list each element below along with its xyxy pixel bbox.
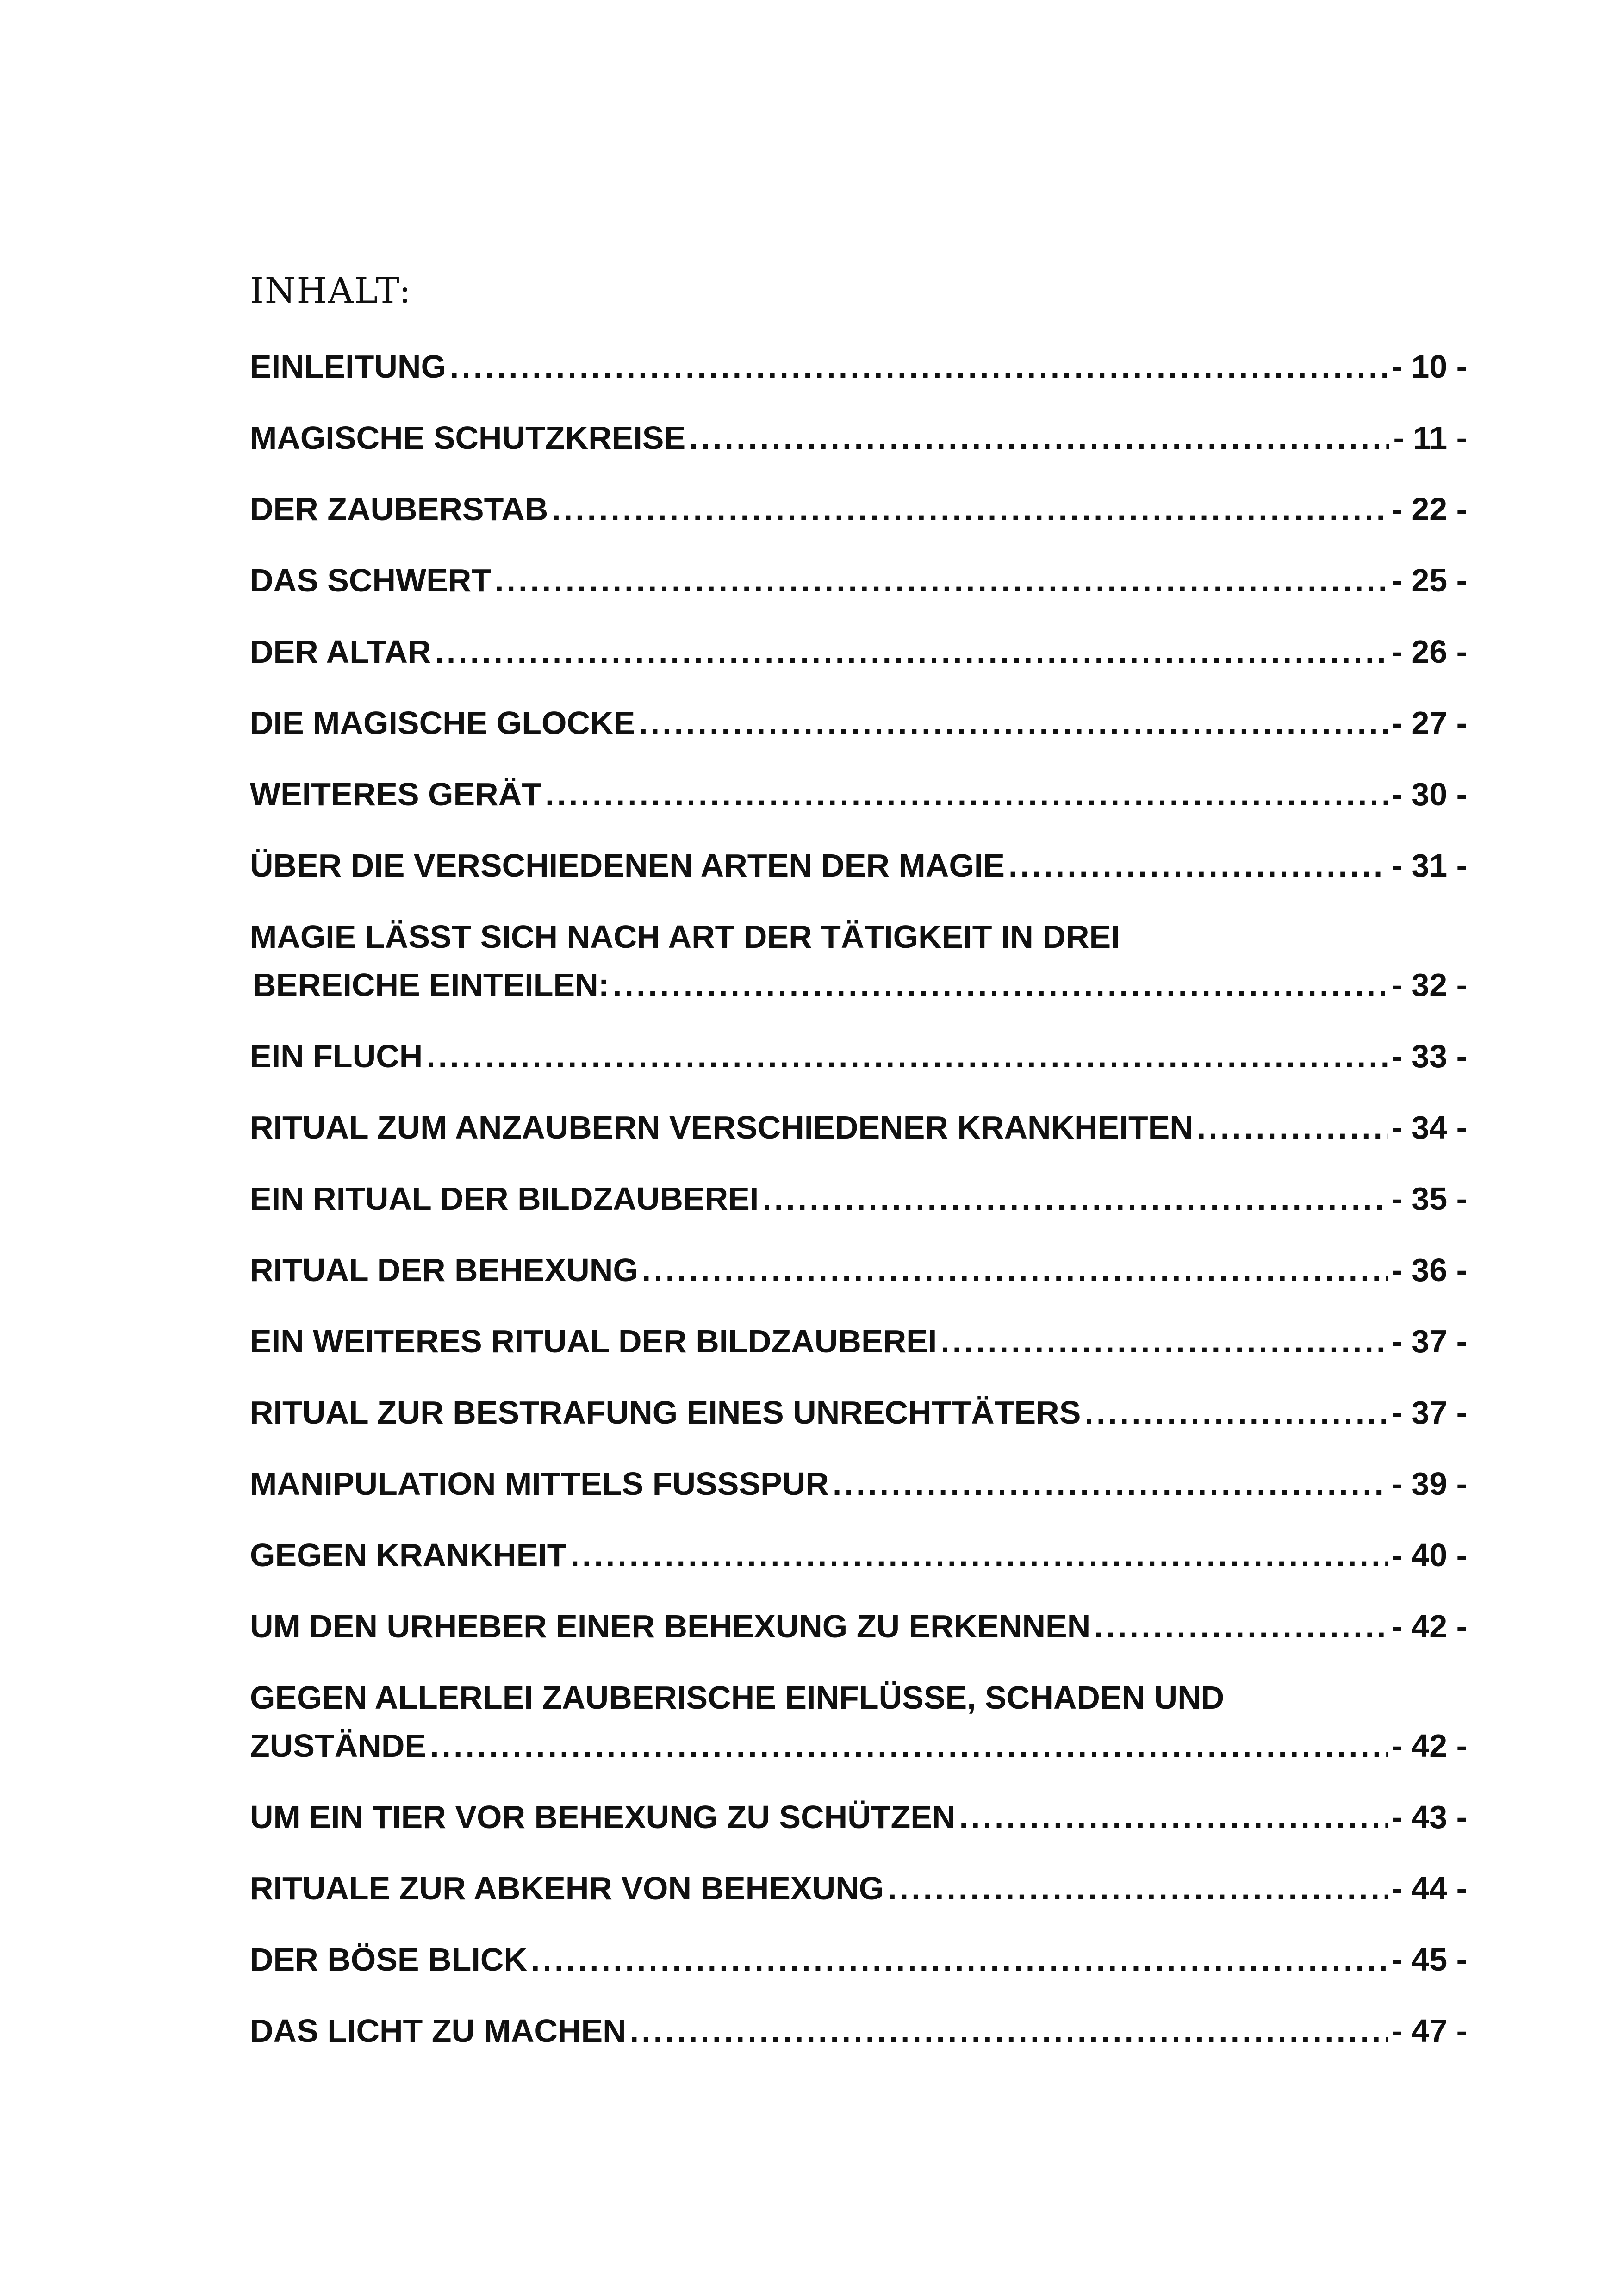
toc-row — [250, 1864, 1467, 1912]
toc-entry-title: RITUAL ZUR BESTRAFUNG EINES UNRECHTTÄTERS — [250, 1394, 1081, 1431]
toc-entry — [250, 1317, 1467, 1365]
toc-leader-dots — [426, 1032, 1388, 1080]
toc-entry-page: - 26 - — [1391, 634, 1467, 670]
toc-entry-title: DER ZAUBERSTAB — [250, 491, 548, 527]
toc-entry — [250, 841, 1467, 890]
toc-entry-title: RITUAL DER BEHEXUNG — [250, 1252, 638, 1288]
toc-entry-page: - 42 - — [1391, 1728, 1467, 1764]
toc-row — [250, 1935, 1467, 1984]
toc-row — [250, 1722, 1467, 1770]
toc-row — [250, 1246, 1467, 1294]
toc-row — [250, 485, 1467, 533]
toc-leader-dots — [639, 699, 1388, 747]
toc-entry — [250, 1388, 1467, 1437]
toc-row — [250, 1103, 1467, 1151]
toc-entry-title: DER ALTAR — [250, 634, 431, 670]
toc-leader-dots — [531, 1935, 1388, 1984]
toc-leader-dots — [430, 1722, 1388, 1770]
toc-leader-dots — [570, 1531, 1388, 1579]
toc-entry — [250, 1531, 1467, 1579]
toc-leader-dots — [1094, 1602, 1388, 1650]
toc-entry-page: - 45 - — [1391, 1941, 1467, 1978]
toc-entry-page: - 10 - — [1391, 348, 1467, 385]
toc-entry — [250, 1935, 1467, 1984]
toc-row — [250, 1388, 1467, 1437]
toc-entry-page: - 31 - — [1391, 847, 1467, 884]
toc-entry-page: - 39 - — [1391, 1466, 1467, 1502]
toc-leader-dots — [495, 556, 1388, 604]
toc-entry — [250, 2007, 1467, 2055]
toc-entry — [250, 414, 1467, 462]
toc-entry-title: UM DEN URHEBER EINER BEHEXUNG ZU ERKENNEN — [250, 1608, 1091, 1644]
toc-entry-page: - 35 - — [1391, 1181, 1467, 1217]
toc-entry-title: DAS SCHWERT — [250, 562, 492, 598]
toc-entry-page: - 25 - — [1391, 562, 1467, 598]
toc-entry-page: - 33 - — [1391, 1038, 1467, 1074]
toc-row — [250, 1317, 1467, 1365]
toc-entry-title: MANIPULATION MITTELS FUSSSPUR — [250, 1466, 829, 1502]
toc-leader-dots — [1084, 1388, 1388, 1437]
toc-entry-page: - 36 - — [1391, 1252, 1467, 1288]
toc-entry-title: ÜBER DIE VERSCHIEDENEN ARTEN DER MAGIE — [250, 847, 1005, 884]
toc-entry-title: GEGEN KRANKHEIT — [250, 1537, 567, 1573]
toc-leader-dots — [545, 770, 1388, 818]
toc-entry — [250, 1674, 1467, 1770]
toc-entry — [250, 770, 1467, 818]
toc-entry — [250, 1793, 1467, 1841]
toc-leader-dots — [1008, 841, 1388, 890]
toc-row — [250, 2007, 1467, 2055]
toc-entry — [250, 1246, 1467, 1294]
toc-entry-page: - 40 - — [1391, 1537, 1467, 1573]
toc-leader-dots — [689, 414, 1389, 462]
toc-heading: INHALT: — [250, 270, 412, 311]
toc-entry-page: - 34 - — [1391, 1109, 1467, 1145]
toc-leader-dots — [435, 628, 1388, 676]
toc-entry-page: - 42 - — [1391, 1608, 1467, 1644]
toc-entry — [250, 1460, 1467, 1508]
toc-entry-title: EIN WEITERES RITUAL DER BILDZAUBEREI — [250, 1323, 937, 1359]
toc-entry-title: DIE MAGISCHE GLOCKE — [250, 705, 635, 741]
toc-leader-dots — [888, 1864, 1388, 1912]
toc-leader-dots — [630, 2007, 1388, 2055]
toc-entry-page: - 22 - — [1391, 491, 1467, 527]
toc-entry-title: BEREICHE EINTEILEN: — [253, 967, 610, 1003]
toc-leader-dots — [450, 342, 1388, 391]
toc-row — [250, 342, 1467, 391]
toc-entry-title: EIN FLUCH — [250, 1038, 423, 1074]
toc-entry-page: - 30 - — [1391, 776, 1467, 812]
toc-row — [250, 699, 1467, 747]
toc-entry-title: DAS LICHT ZU MACHEN — [250, 2013, 626, 2049]
toc-entry-page: - 37 - — [1391, 1394, 1467, 1431]
toc-entry — [250, 913, 1467, 1009]
toc-entry-page: - 37 - — [1391, 1323, 1467, 1359]
toc-entry-title: UM EIN TIER VOR BEHEXUNG ZU SCHÜTZEN — [250, 1799, 956, 1835]
toc-entry — [250, 1602, 1467, 1650]
toc-entry — [250, 699, 1467, 747]
toc-entry-title: RITUALE ZUR ABKEHR VON BEHEXUNG — [250, 1870, 884, 1906]
toc-entry — [250, 342, 1467, 391]
toc-entry-title-line1: MAGIE LÄSST SICH NACH ART DER TÄTIGKEIT IN DREI — [250, 919, 1120, 955]
toc-entry-page: - 27 - — [1391, 705, 1467, 741]
toc-entry-title: EIN RITUAL DER BILDZAUBEREI — [250, 1181, 759, 1217]
toc-entry-title: MAGISCHE SCHUTZKREISE — [250, 420, 686, 456]
toc-entry — [250, 1864, 1467, 1912]
table-of-contents — [250, 342, 1467, 2078]
toc-entry-title: ZUSTÄNDE — [250, 1728, 427, 1764]
toc-entry — [250, 485, 1467, 533]
toc-entry-title: WEITERES GERÄT — [250, 776, 542, 812]
toc-leader-dots — [552, 485, 1388, 533]
toc-row — [250, 961, 1467, 1009]
toc-entry — [250, 1103, 1467, 1151]
toc-row — [250, 414, 1467, 462]
toc-leader-dots — [613, 961, 1388, 1009]
toc-leader-dots — [642, 1246, 1388, 1294]
toc-row — [250, 841, 1467, 890]
toc-row — [250, 1175, 1467, 1223]
toc-row — [250, 628, 1467, 676]
toc-row — [250, 1602, 1467, 1650]
toc-entry-title: DER BÖSE BLICK — [250, 1941, 527, 1978]
toc-row — [250, 1460, 1467, 1508]
toc-leader-dots — [959, 1793, 1388, 1841]
toc-leader-dots — [762, 1175, 1388, 1223]
toc-entry-page: - 32 - — [1391, 967, 1467, 1003]
toc-row — [250, 1032, 1467, 1080]
toc-leader-dots — [833, 1460, 1388, 1508]
toc-entry-page: - 44 - — [1391, 1870, 1467, 1906]
toc-leader-dots — [1197, 1103, 1388, 1151]
toc-row — [250, 770, 1467, 818]
toc-entry-title-line1: GEGEN ALLERLEI ZAUBERISCHE EINFLÜSSE, SCHADEN UND — [250, 1680, 1225, 1716]
toc-leader-dots — [940, 1317, 1388, 1365]
toc-entry-title: EINLEITUNG — [250, 348, 446, 385]
toc-row — [250, 1531, 1467, 1579]
toc-entry — [250, 1032, 1467, 1080]
toc-entry-page: - 43 - — [1391, 1799, 1467, 1835]
toc-entry-page: - 47 - — [1391, 2013, 1467, 2049]
toc-row — [250, 556, 1467, 604]
toc-entry-page: - 11 - — [1393, 420, 1467, 456]
toc-entry — [250, 1175, 1467, 1223]
toc-entry — [250, 628, 1467, 676]
toc-entry-title: RITUAL ZUM ANZAUBERN VERSCHIEDENER KRANKHEITEN — [250, 1109, 1193, 1145]
toc-row — [250, 1793, 1467, 1841]
toc-entry — [250, 556, 1467, 604]
